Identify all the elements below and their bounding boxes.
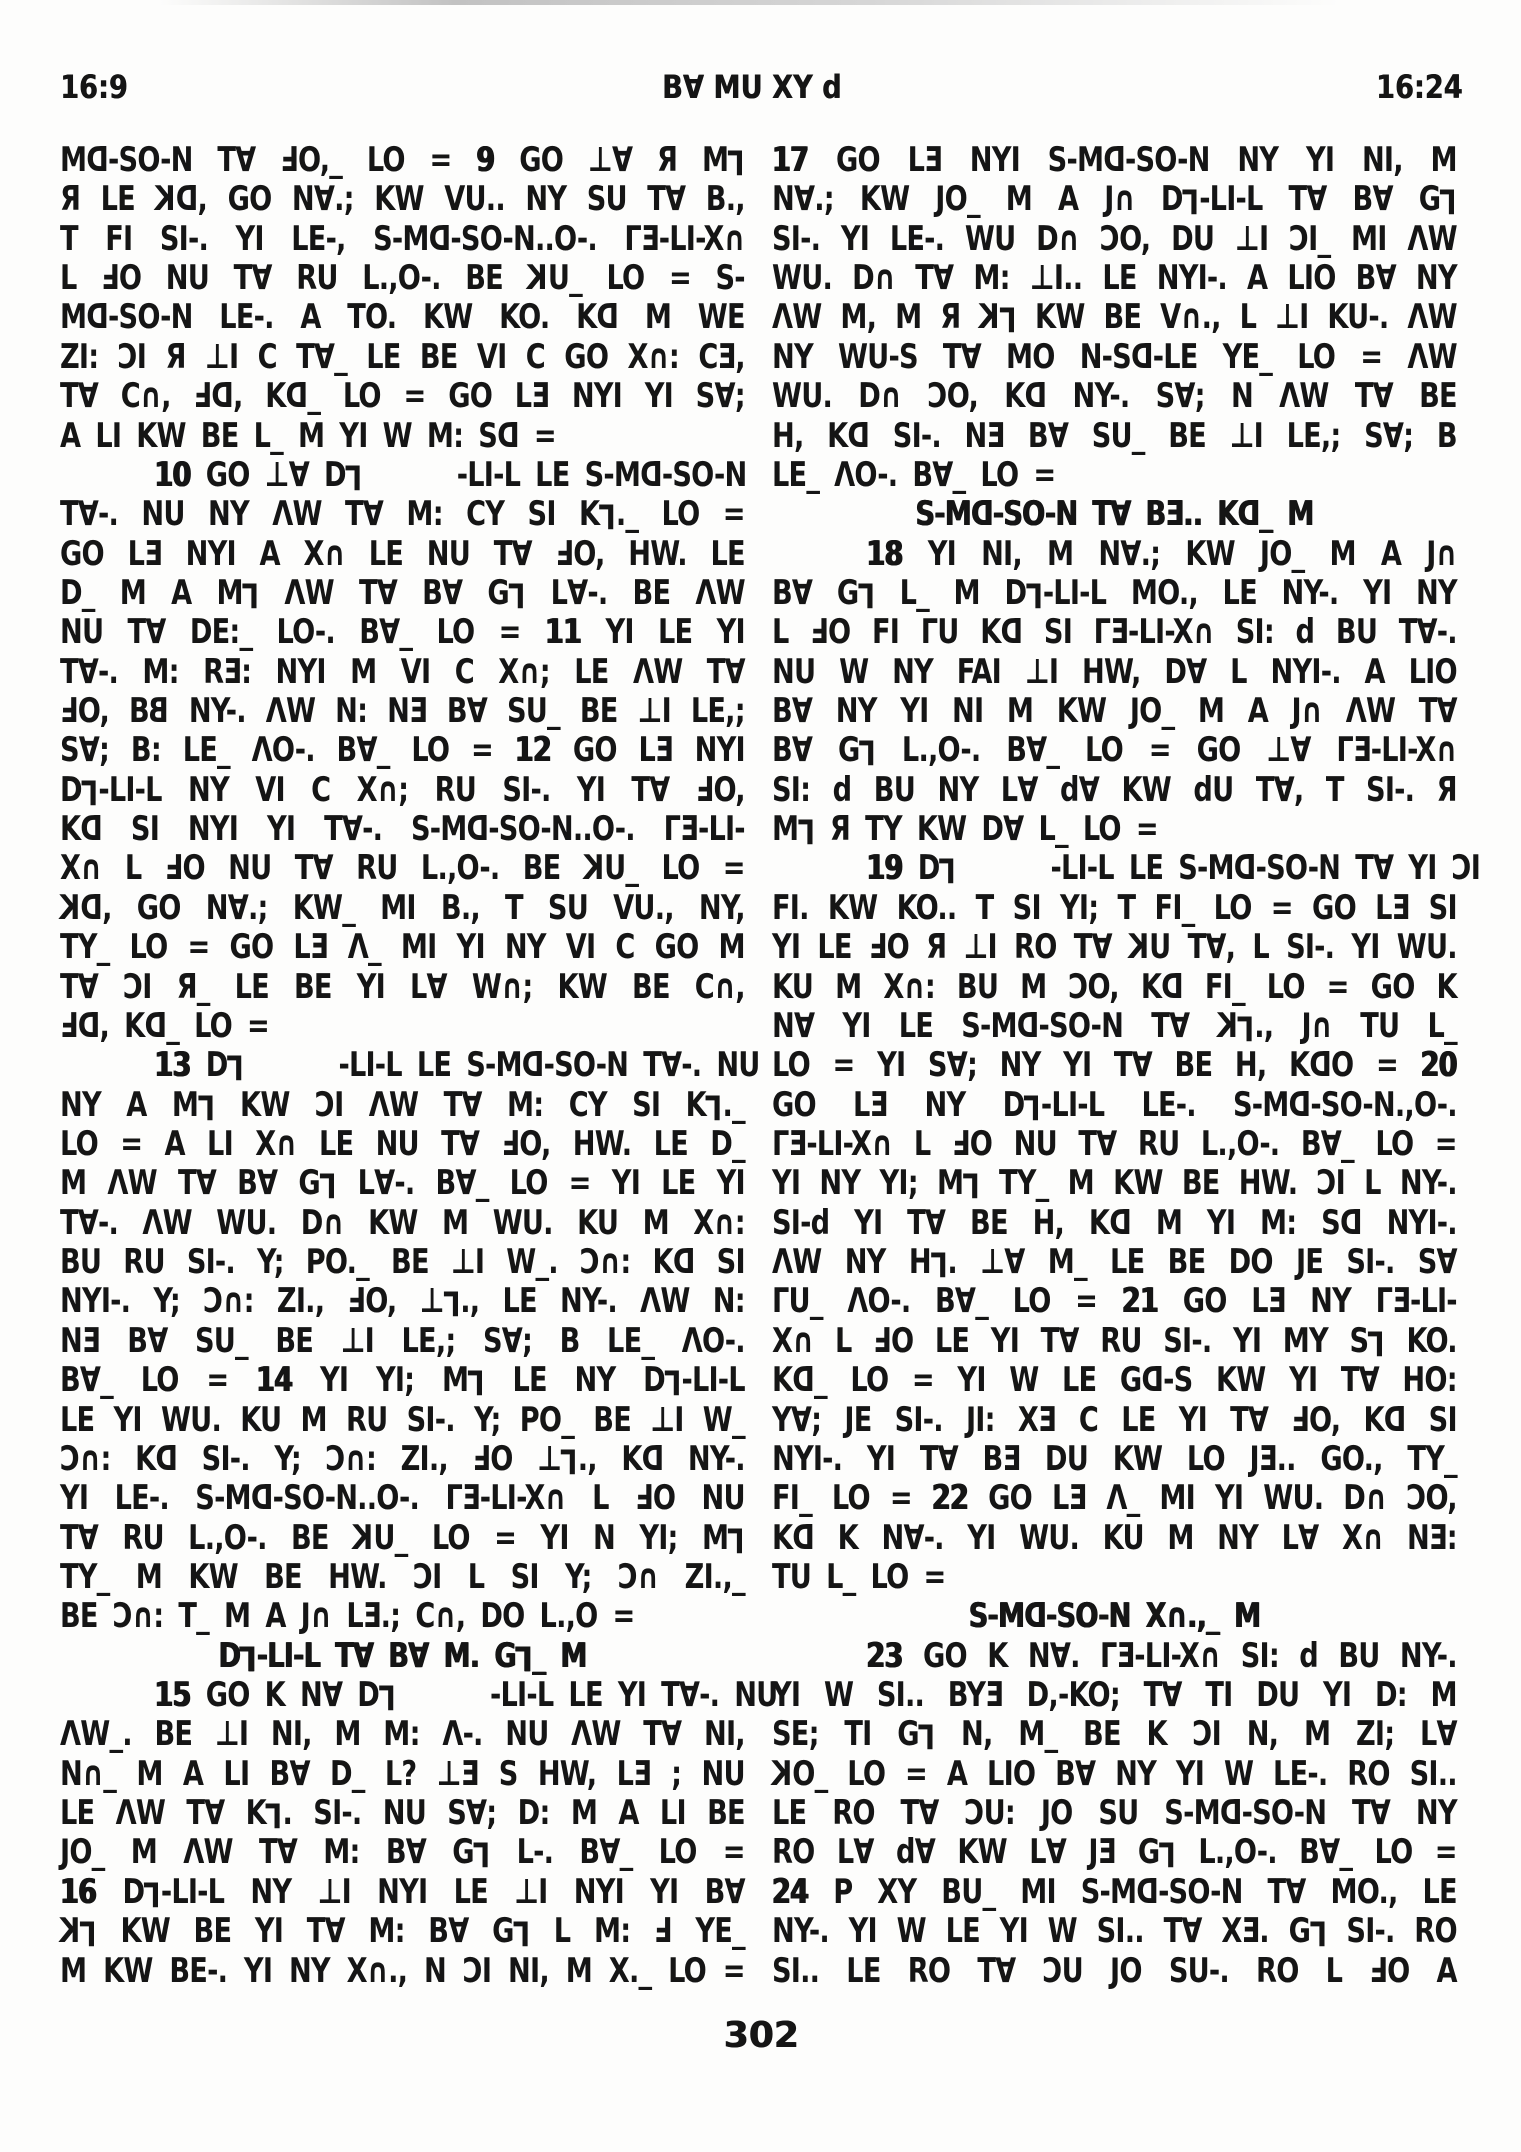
verse-number: 15 — [154, 1675, 191, 1716]
text-line: TU L_ LO = — [772, 1556, 946, 1597]
text-line: M ΛW T∀ B∀ GL L∀-. B∀_ LO = YI LE YI — [60, 1163, 745, 1205]
text-line: Ɔ∩: Kᗡ SI-. Y; Ɔ∩: ZI., ℲO ⊥L., Kᗡ NY-. — [60, 1438, 745, 1481]
text-line: NYI-. YI T∀ BƎ DU KW LO JƎ.. GO., TY_ — [772, 1438, 1457, 1479]
text-line: NƎ B∀ SU_ BE ⊥I LE,; S∀; B LE_ ΛO-. — [60, 1320, 745, 1361]
text-line: BU RU SI-. Y; PO._ BE ⊥I W_. Ɔ∩: Kᗡ SI — [60, 1242, 745, 1283]
text-line: KL KW BE YI T∀ M: B∀ GL L M: Ⅎ YE_ — [60, 1911, 745, 1953]
text-line: SI: d BU NY L∀ d∀ KW dU T∀, T SI-. Я — [772, 769, 1457, 810]
verse-number: 17 — [772, 140, 809, 180]
text-line: B∀_ LO = 14 YI YI; ML LE NY DL-LI-L — [60, 1360, 745, 1402]
text-line: T∀-. M: RƎ: NYI M VI C X∩; LE ΛW T∀ — [60, 651, 745, 692]
text-line: YI NY YI; ML TY_ M KW BE HW. ƆI L NY-. — [772, 1163, 1457, 1205]
text-line: ℲO, BB NY-. ΛW N: NƎ B∀ SU_ BE ⊥I LE,; — [60, 691, 745, 732]
text-line: Kᗡ K N∀-. YI WU. KU M NY L∀ X∩ NƎ: — [772, 1517, 1457, 1558]
text-line: YI LE ℲO Я ⊥I RO T∀ KU T∀, L SI-. YI WU. — [772, 927, 1457, 968]
text-line: 15 GO K N∀ DL -LI-L LE YI T∀-. NU — [154, 1675, 778, 1717]
text-line: LE RO T∀ ƆU: JO SU S-Mᗡ-SO-N T∀ NY — [772, 1793, 1457, 1834]
text-line: B∀ NY YI NI M KW JO_ M A J∩ ΛW T∀ — [772, 691, 1457, 732]
text-line: FI_ LO = 22 GO LƎ Λ_ MI YI WU. D∩ ƆO, — [772, 1478, 1457, 1519]
text-line: WU. D∩ ƆO, Kᗡ NY-. S∀; N ΛW T∀ BE — [772, 376, 1457, 417]
verse-number: 18 — [866, 533, 903, 574]
text-line: LE ΛW T∀ KL. SI-. NU S∀; D: M A LI BE — [60, 1793, 745, 1835]
text-line: NY-. YI W LE YI W SI.. T∀ XƎ. GL SI-. RO — [772, 1911, 1457, 1953]
text-line: NYI-. Y; Ɔ∩: ZI., ℲO, ⊥L., LE NY-. ΛW N: — [60, 1281, 745, 1323]
text-line: KU M X∩: BU M ƆO, Kᗡ FI_ LO = GO K — [772, 966, 1457, 1007]
verse-number: 22 — [931, 1478, 969, 1519]
text-line: ΛW_. BE ⊥I NI, M M: Λ-. NU ΛW T∀ NI, — [60, 1714, 745, 1755]
verse-number: 9 — [476, 140, 495, 180]
text-line: X∩ L ℲO LE YI T∀ RU SI-. YI MY SL KO. — [772, 1320, 1457, 1363]
text-line: X∩ L ℲO NU T∀ RU L.,O-. BE KU_ LO = — [60, 848, 745, 889]
text-line: NU W NY FAI ⊥I HW, D∀ L NYI-. A LIO — [772, 651, 1457, 692]
verse-number: 19 — [866, 848, 903, 889]
text-line: LE YI WU. KU M RU SI-. Y; PO_ BE ⊥I W_ — [60, 1399, 745, 1440]
text-line: Kᗡ SI NYI YI T∀-. S-Mᗡ-SO-N..O-. ΓƎ-LI- — [60, 809, 745, 850]
text-line: B∀ GL L.,O-. B∀_ LO = GO ⊥∀ ΓƎ-LI-X∩ — [772, 730, 1457, 772]
text-line: ΓU_ ΛO-. B∀_ LO = 21 GO LƎ NY ΓƎ-LI- — [772, 1281, 1457, 1322]
text-line: FI. KW KO.. T SI YI; T FI_ LO = GO LƎ SI — [772, 887, 1457, 928]
text-line: DL-LI-L NY VI C X∩; RU SI-. YI T∀ ℲO, — [60, 769, 745, 812]
text-line: S∀; B: LE_ ΛO-. B∀_ LO = 12 GO LƎ NYI — [60, 730, 745, 771]
verse-number: 12 — [514, 730, 552, 771]
text-line: 16 DL-LI-L NY ⊥I NYI LE ⊥I NYI YI B∀ — [60, 1871, 745, 1914]
text-line: ΛW M, M Я KL KW BE V∩., L ⊥I KU-. ΛW — [772, 297, 1457, 339]
text-line: SI-d YI T∀ BE H, Kᗡ M YI M: Sᗡ NYI-. — [772, 1202, 1457, 1243]
verse-number: 10 — [154, 454, 191, 495]
text-line: Kᗡ_ LO = YI W LE Gᗡ-S KW YI T∀ HO: — [772, 1360, 1457, 1401]
text-line: T FI SI-. YI LE-, S-Mᗡ-SO-N..O-. ΓƎ-LI-X∩ — [60, 218, 745, 259]
text-line: L ℲO NU T∀ RU L.,O-. BE KU_ LO = S- — [60, 258, 745, 299]
text-line: 18 YI NI, M N∀.; KW JO_ M A J∩ — [866, 533, 1457, 574]
text-line: T∀ C∩, Ⅎᗡ, Kᗡ_ LO = GO LƎ NYI YI S∀; — [60, 376, 745, 417]
text-line: NU T∀ DE:_ LO-. B∀_ LO = 11 YI LE YI — [60, 612, 745, 653]
text-line: ΓƎ-LI-X∩ L ℲO NU T∀ RU L.,O-. B∀_ LO = — [772, 1123, 1457, 1164]
text-line: H, Kᗡ SI-. NƎ B∀ SU_ BE ⊥I LE,; S∀; B — [772, 415, 1457, 456]
text-line: SI.. LE RO T∀ ƆU JO SU-. RO L ℲO A — [772, 1950, 1457, 1991]
text-column-right — [772, 140, 1481, 1991]
text-line: 19 DL -LI-L LE S-Mᗡ-SO-N T∀ YI ƆI — [866, 848, 1481, 890]
verse-number: 11 — [544, 612, 582, 653]
text-line: YI LE-. S-Mᗡ-SO-N..O-. ΓƎ-LI-X∩ L ℲO NU — [60, 1478, 745, 1519]
verse-number: 14 — [256, 1360, 293, 1401]
text-line: Kᗡ, GO N∀.; KW_ MI B., T SU VU., NY, — [60, 887, 745, 928]
text-line: LO = YI S∀; NY YI T∀ BE H, KᗡO = 20 — [772, 1045, 1457, 1086]
text-line: GO LƎ NYI A X∩ LE NU T∀ ℲO, HW. LE — [60, 533, 745, 574]
text-line: JO_ M ΛW T∀ M: B∀ GL L-. B∀_ LO = — [60, 1832, 745, 1874]
section-heading: DL-LI-L T∀ B∀ M. GL_ M — [218, 1635, 587, 1678]
verse-number: 20 — [1420, 1045, 1457, 1086]
text-line: 24 P XY BU_ MI S-Mᗡ-SO-N T∀ MO., LE — [772, 1871, 1457, 1912]
text-column-left — [60, 140, 778, 1991]
verse-range-right: 16:24 — [1375, 68, 1463, 106]
scan-artifact — [160, 0, 1340, 5]
text-line: ZI: ƆI Я ⊥I C T∀_ LE BE VI C GO X∩: CƎ, — [60, 336, 745, 377]
section-heading: S-Mᗡ-SO-N X∩.,_ M — [968, 1596, 1261, 1637]
text-line: T∀-. ΛW WU. D∩ KW M WU. KU M X∩: — [60, 1202, 745, 1243]
verse-number: 21 — [1121, 1281, 1159, 1322]
text-line: A LI KW BE L_ M YI W M: Sᗡ = — [60, 415, 556, 456]
verse-number: 24 — [772, 1871, 809, 1912]
text-line: SE; TI GL N, M_ BE K ƆI N, M ZI; L∀ — [772, 1714, 1457, 1756]
text-line: B∀ GL L_ M DL-LI-L MO., LE NY-. YI NY — [772, 572, 1457, 615]
text-line: RO L∀ d∀ KW L∀ JƎ GL L.,O-. B∀_ LO = — [772, 1832, 1457, 1874]
text-line: Y∀; JE SI-. JI: XƎ C LE YI T∀ ℲO, Kᗡ SI — [772, 1399, 1457, 1440]
text-line: KO_ LO = A LIO B∀ NY YI W LE-. RO SI.. — [772, 1753, 1457, 1794]
text-line: T∀ ƆI Я_ LE BE YI L∀ W∩; KW BE C∩, — [60, 966, 745, 1007]
text-line: Я LE Kᗡ, GO N∀.; KW VU.. NY SU T∀ B., — [60, 179, 745, 220]
text-line: T∀-. NU NY ΛW T∀ M: CY SI KL._ LO = — [60, 494, 745, 536]
text-line: 10 GO ⊥∀ DL -LI-L LE S-Mᗡ-SO-N — [154, 454, 747, 497]
text-line: 23 GO K N∀. ΓƎ-LI-X∩ SI: d BU NY-. — [866, 1635, 1457, 1676]
text-line: LO = A LI X∩ LE NU T∀ ℲO, HW. LE D_ — [60, 1123, 745, 1164]
text-line: NY WU-S T∀ MO N-Sᗡ-LE YE_ LO = ΛW — [772, 336, 1457, 377]
text-line: TY_ LO = GO LƎ Λ_ MI YI NY VI C GO M — [60, 927, 745, 968]
verse-number: 16 — [60, 1871, 97, 1912]
text-line: N∀.; KW JO_ M A J∩ DL-LI-L T∀ B∀ GL — [772, 179, 1457, 221]
text-line: GO LƎ NY DL-LI-L LE-. S-Mᗡ-SO-N.,O-. — [772, 1084, 1457, 1126]
text-line: 17 GO LƎ NYI S-Mᗡ-SO-N NY YI NI, M — [772, 140, 1457, 180]
verse-number: 13 — [154, 1045, 191, 1086]
text-line: 13 DL -LI-L LE S-Mᗡ-SO-N T∀-. NU — [154, 1045, 760, 1087]
text-line: N∀ YI LE S-Mᗡ-SO-N T∀ KL., J∩ TU L_ — [772, 1005, 1457, 1048]
verse-number: 23 — [866, 1635, 903, 1676]
text-line: L ℲO FI ΓU Kᗡ SI ΓƎ-LI-X∩ SI: d BU T∀-. — [772, 612, 1457, 653]
text-line: N∩_ M A LI B∀ D_ L? ⊥Ǝ S HW, LƎ ; NU — [60, 1753, 745, 1794]
text-line: ML Я TY KW D∀ L_ LO = — [772, 809, 1158, 851]
text-line: WU. D∩ T∀ M: ⊥I.. LE NYI-. A LIO B∀ NY — [772, 258, 1457, 299]
text-line: Mᗡ-SO-N T∀ ℲO,_ LO = 9 GO ⊥∀ Я ML — [60, 140, 745, 182]
text-line: LE_ ΛO-. B∀_ LO = — [772, 454, 1056, 495]
section-heading: S-Mᗡ-SO-N T∀ BƎ.. Kᗡ_ M — [915, 494, 1314, 535]
text-line: D_ M A ML ΛW T∀ B∀ GL L∀-. BE ΛW — [60, 572, 745, 615]
text-line: M KW BE-. YI NY X∩., N ƆI NI, M X._ LO = — [60, 1950, 745, 1991]
text-line: Ⅎᗡ, Kᗡ_ LO = — [60, 1005, 270, 1046]
text-line: BE Ɔ∩: T_ M A J∩ LƎ.; C∩, DO L.,O = — [60, 1596, 635, 1637]
book-title: B∀ MU XY d — [662, 68, 842, 106]
text-line: YI W SI.. BYƎ D,-KO; T∀ TI DU YI D: M — [772, 1675, 1457, 1716]
text-line: NY A ML KW ƆI ΛW T∀ M: CY SI KL._ — [60, 1084, 745, 1126]
verse-range-left: 16:9 — [60, 68, 128, 106]
page-number: 302 — [723, 2015, 799, 2056]
text-line: TY_ M KW BE HW. ƆI L SI Y; Ɔ∩ ZI.,_ — [60, 1556, 745, 1597]
page-header — [60, 68, 1463, 106]
text-line: Mᗡ-SO-N LE-. A TO. KW KO. Kᗡ M WE — [60, 297, 745, 338]
text-line: ΛW NY HL. ⊥∀ M_ LE BE DO JE SI-. S∀ — [772, 1242, 1457, 1284]
text-line: SI-. YI LE-. WU D∩ ƆO, DU ⊥I ƆI_ MI ΛW — [772, 218, 1457, 259]
text-line: T∀ RU L.,O-. BE KU_ LO = YI N YI; ML — [60, 1517, 745, 1559]
